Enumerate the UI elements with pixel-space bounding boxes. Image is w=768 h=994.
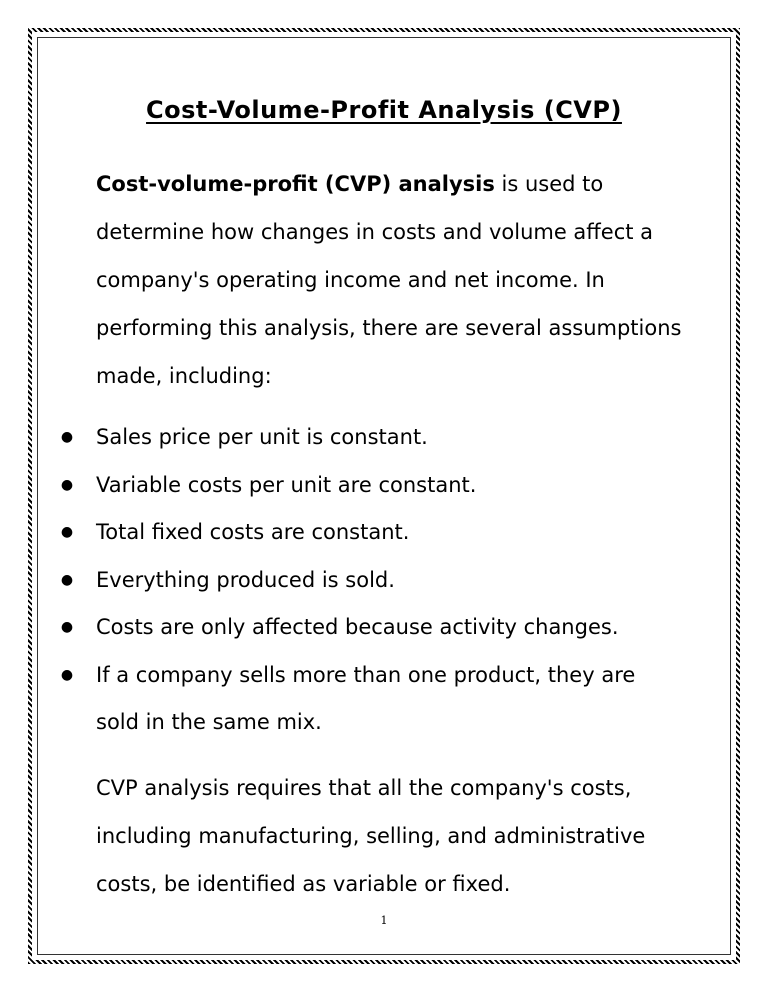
list-item — [60, 509, 700, 557]
list-item-text: Costs are only affected because activity changes. — [96, 615, 619, 639]
list-item — [60, 557, 700, 605]
list-item — [60, 604, 700, 652]
list-item — [60, 462, 700, 510]
list-item-text: If a company sells more than one product, they are sold in the same mix. — [96, 662, 636, 734]
intro-bold-term: Cost-volume-profit (CVP) analysis — [96, 172, 495, 196]
document-title: Cost-Volume-Profit Analysis (CVP) — [146, 96, 622, 124]
bullet-icon: ● — [60, 429, 74, 445]
bullet-icon: ● — [60, 619, 74, 635]
list-item-text: Sales price per unit is constant. — [96, 425, 428, 449]
intro-text: is used to determine how changes in costs and volume affect a company's operating income and net income. In performing this analysis, there are several assumptions made, including: — [96, 172, 682, 388]
list-item — [60, 414, 700, 462]
intro-paragraph — [96, 160, 696, 400]
bullet-icon: ● — [60, 476, 74, 493]
bullet-icon: ● — [60, 524, 74, 540]
list-item — [60, 652, 700, 747]
list-item-text: Variable costs per unit are constant. — [96, 472, 477, 497]
bullet-icon: ● — [60, 571, 74, 588]
list-item-text: Total fixed costs are constant. — [96, 520, 410, 544]
assumptions-list — [60, 414, 700, 747]
closing-paragraph: CVP analysis requires that all the company's costs, including manufacturing, selling, and administrative costs, be identified as variable or fixed. — [96, 776, 646, 896]
list-item-text: Everything produced is sold. — [96, 567, 395, 592]
bullet-icon: ● — [60, 666, 74, 683]
page-number: 1 — [380, 914, 388, 927]
